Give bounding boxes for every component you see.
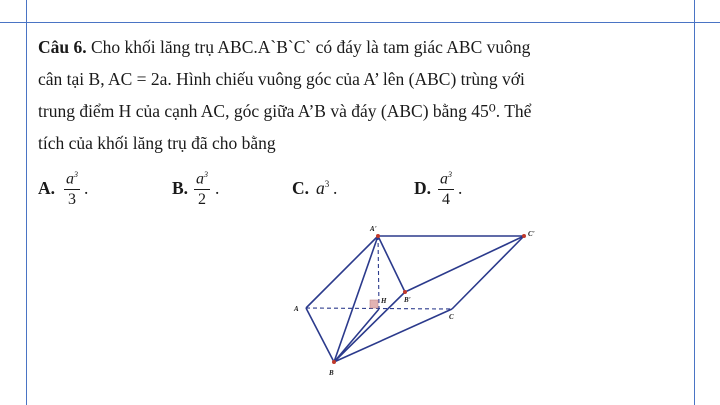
question-line-1-text: Cho khối lăng trụ ABC.A`B`C` có đáy là tam giác ABC vuông	[91, 37, 531, 57]
edge-c-c1	[452, 236, 524, 309]
vertex-c1	[522, 234, 526, 238]
edge-a1-b1	[378, 236, 405, 292]
choice-c-suffix: .	[333, 178, 338, 198]
choice-b-power: 3	[204, 170, 208, 179]
choice-b-numerator: a	[196, 170, 204, 188]
choice-c-base: a	[316, 178, 325, 198]
edge-a-b	[306, 308, 334, 362]
choice-d-letter: D.	[414, 178, 432, 198]
choice-a-power: 3	[74, 170, 78, 179]
segment-b-h	[334, 309, 379, 362]
label-h: H	[381, 297, 387, 305]
edge-a-a1	[306, 236, 378, 308]
question-line-4: tích của khối lăng trụ đã cho bằng	[38, 133, 276, 153]
choice-d-power: 3	[448, 170, 452, 179]
label-a1: A'	[370, 225, 377, 233]
choice-a-denominator: 3	[68, 191, 76, 209]
edge-b1-c1	[405, 236, 524, 292]
question-line-3: trung điểm H của cạnh AC, góc giữa A’B và đáy (ABC) bằng 45⁰. Thể	[38, 101, 532, 121]
label-c1: C'	[528, 230, 535, 238]
choice-a-letter: A.	[38, 178, 56, 198]
vertex-a1	[376, 234, 380, 238]
segment-a1-b	[334, 236, 378, 362]
question-line-2: cân tại B, AC = 2a. Hình chiếu vuông góc của A’ lên (ABC) trùng với	[38, 69, 525, 89]
label-a: A	[294, 305, 299, 313]
edge-b-b1	[334, 292, 405, 362]
choice-a-suffix: .	[84, 178, 89, 198]
choice-c-letter: C.	[292, 178, 310, 198]
vertex-b1	[403, 290, 407, 294]
vertex-b	[332, 360, 336, 364]
hidden-segment-a1-h	[378, 236, 379, 309]
label-b: B	[329, 369, 334, 377]
choice-d-denominator: 4	[442, 191, 450, 209]
question-label: Câu 6.	[38, 37, 87, 57]
label-b1: B'	[404, 296, 411, 304]
right-angle-marker	[370, 300, 378, 308]
choice-b-letter: B.	[172, 178, 189, 198]
edge-b-c	[334, 309, 452, 362]
choice-c-power: 3	[324, 179, 330, 190]
choice-a-numerator: a	[66, 170, 74, 188]
choice-b-denominator: 2	[198, 191, 206, 209]
label-c: C	[449, 313, 454, 321]
choice-d-suffix: .	[458, 178, 463, 198]
choice-d-numerator: a	[440, 170, 448, 188]
choice-b-suffix: .	[215, 178, 220, 198]
